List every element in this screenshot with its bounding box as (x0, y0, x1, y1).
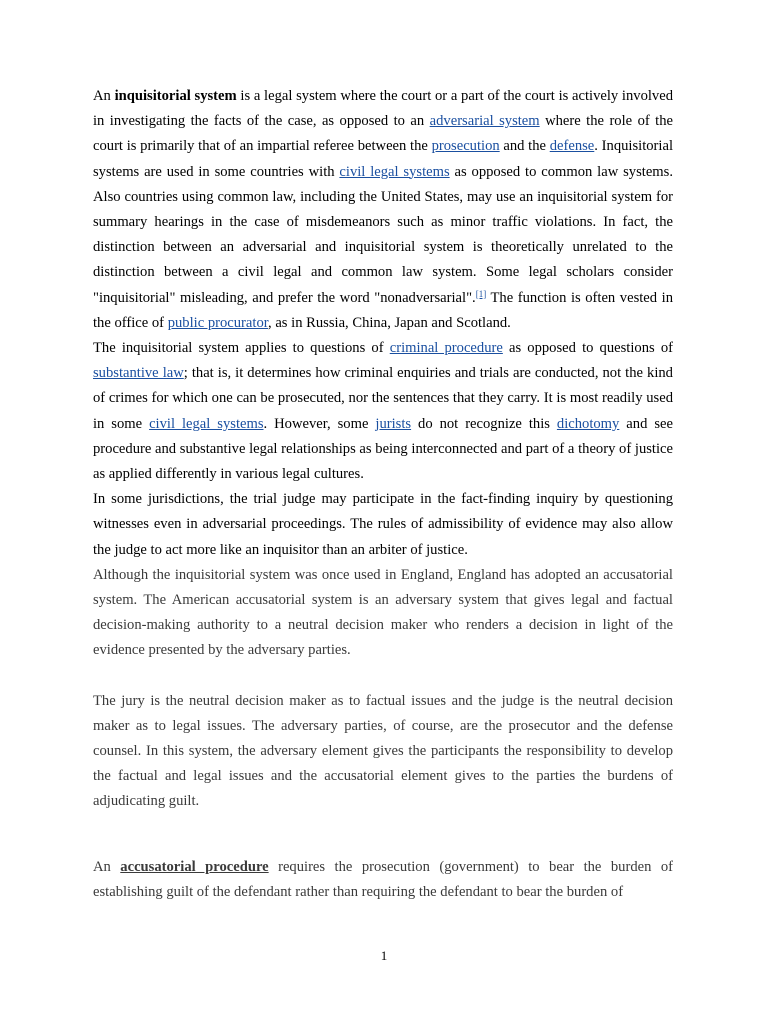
link-civil-legal-systems[interactable]: civil legal systems (339, 163, 450, 180)
paragraph-trial-judge: In some jurisdictions, the trial judge may participate in the fact-finding inquiry by questioning witnesses even in adversarial proceedings. The rules of admissibility of evidence may also allow the judge to act more like an inquisitor than an arbiter of justice. (93, 491, 673, 558)
link-jurists[interactable]: jurists (375, 415, 412, 432)
page-number: 1 (380, 948, 388, 963)
paragraph-spacer-large (93, 815, 673, 855)
document-body (93, 84, 673, 905)
paragraph-jury-neutral: The jury is the neutral decision maker as to factual issues and the judge is the neutral decision maker as to legal issues. The adversary parties, of course, are the prosecutor and the defense counsel. In this system, the adversary element gives the participants the responsibility to develop the factual and legal issues and the accusatorial element gives to the parties the burdens of adjudicating guilt. (93, 692, 673, 810)
paragraph-criminal-procedure: The inquisitorial system applies to questions of criminal procedure as opposed to questions of substantive law; that is, it determines how criminal enquiries and trials are conducted, not the kind of crimes for which one can be prosecuted, nor the sentences that they carry. It is most readily used in some civil legal systems. However, some jurists do not recognize this dichotomy and see procedure and substantive legal relationships as being interconnected and part of a theory of justice as applied differently in various legal cultures. (93, 340, 673, 483)
link-substantive-law[interactable]: substantive law (93, 365, 184, 382)
link-defense[interactable]: defense (549, 138, 595, 155)
footnote-link-1[interactable]: [1] (475, 288, 487, 299)
term-inquisitorial-system: inquisitorial system (114, 88, 237, 104)
link-public-procurator[interactable]: public procurator (167, 314, 269, 331)
paragraph-spacer (93, 664, 673, 689)
paragraph-accusatorial-procedure: An accusatorial procedure requires the prosecution (government) to bear the burden of establishing guilt of the defendant rather than requiring the defendant to bear the burden of (93, 858, 673, 900)
link-adversarial-system[interactable]: adversarial system (429, 113, 540, 130)
term-accusatorial-procedure: accusatorial procedure (120, 858, 269, 875)
link-civil-legal-systems-2[interactable]: civil legal systems (149, 415, 264, 432)
link-dichotomy[interactable]: dichotomy (556, 415, 620, 432)
link-prosecution[interactable]: prosecution (431, 138, 500, 155)
paragraph-inquisitorial-definition: An inquisitorial system is a legal system where the court or a part of the court is actively involved in investigating the facts of the case, as opposed to an adversarial system where the role of the court is primarily that of an impartial referee between the prosecution and the defense. Inquisitorial systems are used in some countries with civil legal systems as opposed to common law systems. Also countries using common law, including the United States, may use an inquisitorial system for summary hearings in the case of misdemeanors such as minor traffic violations. In fact, the distinction between an adversarial and inquisitorial system is theoretically unrelated to the distinction between a civil legal and common law system. Some legal scholars consider "inquisitorial" misleading, and prefer the word "nonadversarial".[1] The function is often vested in the office of public procurator, as in Russia, China, Japan and Scotland. (93, 88, 673, 331)
link-criminal-procedure[interactable]: criminal procedure (389, 340, 503, 357)
paragraph-england-accusatorial: Although the inquisitorial system was once used in England, England has adopted an accusatorial system. The American accusatorial system is an adversary system that gives legal and factual decision-making authority to a neutral decision maker who renders a decision in light of the evidence presented by the adversary parties. (93, 566, 673, 659)
